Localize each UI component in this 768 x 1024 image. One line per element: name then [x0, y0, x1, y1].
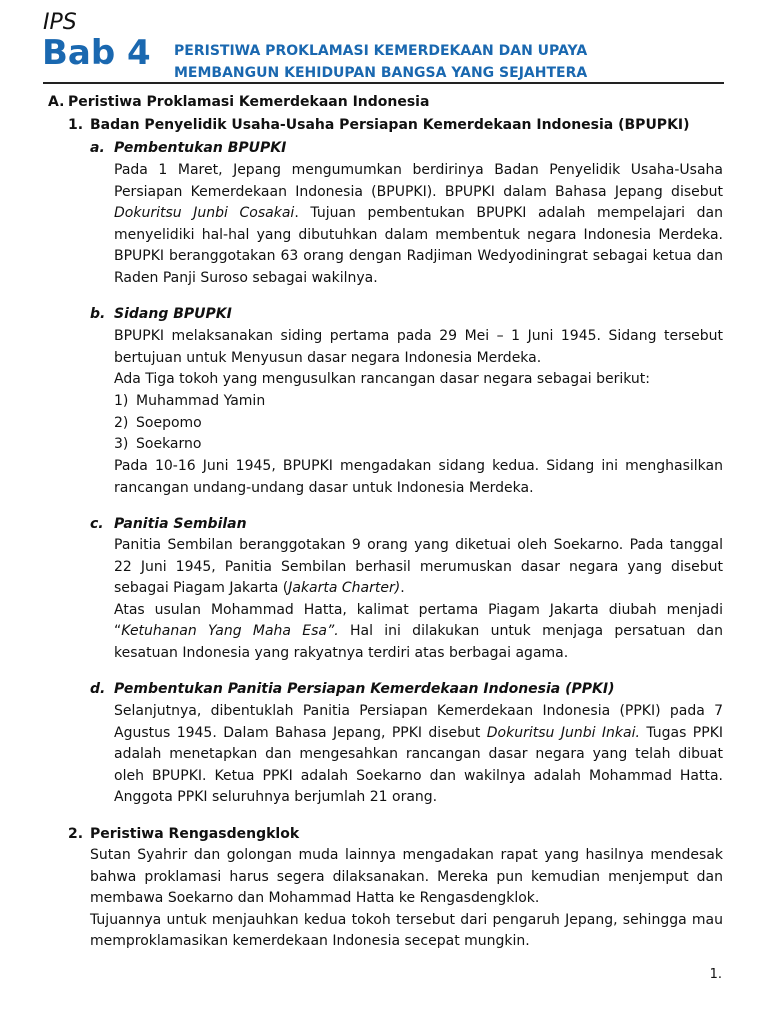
header-divider [43, 82, 724, 84]
item2-p1: Sutan Syahrir dan golongan muda lainnya mengadakan rapat yang hasilnya mendesak bahwa proklamasi harus segera dilaksanakan. Mereka pun kemudian menjemput dan membawa Soekarno dan Mohammad Hatta ke Rengasdengklok. [90, 847, 723, 907]
sub-d-title: Pembentukan Panitia Persiapan Kemerdekaan Indonesia (PPKI) [114, 681, 615, 697]
sub-d-term: Dokuritsu Junbi Inkai. [486, 724, 640, 741]
sub-d-marker: d. [90, 681, 106, 697]
sub-a-term: Dokuritsu Junbi Cosakai [114, 205, 295, 222]
chapter-label: Bab 4 [42, 33, 151, 73]
sub-b-title: Sidang BPUPKI [114, 306, 232, 322]
list-item [114, 434, 514, 456]
item2-title: Peristiwa Rengasdengklok [90, 826, 300, 842]
list-item-name: Soekarno [136, 436, 202, 453]
section-a-title: Peristiwa Proklamasi Kemerdekaan Indonesia [68, 94, 430, 110]
item2-p2: Tujuannya untuk menjauhkan kedua tokoh tersebut dari pengaruh Jepang, sehingga mau memproklamasikan kemerdekaan Indonesia secepat mungkin. [90, 911, 723, 950]
item1-marker: 1. [68, 117, 84, 133]
sub-b-paragraph-2 [114, 456, 723, 499]
item2-marker: 2. [68, 826, 84, 842]
sub-b-p2: Ada Tiga tokoh yang mengusulkan rancangan dasar negara sebagai berikut: [114, 371, 651, 388]
sub-c-paragraph [114, 535, 723, 665]
sub-c-quote: Ketuhanan Yang Maha Esa”. [121, 623, 339, 640]
sub-a-marker: a. [90, 140, 105, 156]
sub-c-marker: c. [90, 516, 104, 532]
sub-d-text-1: Selanjutnya, dibentuklah Panitia Persiapan Kemerdekaan Indonesia (PPKI) pada 7 Agustus 1945. Dalam Bahasa Jepang, PPKI disebut [114, 703, 723, 741]
sub-a-paragraph [114, 160, 723, 290]
sub-c-text-4: Hal ini dilakukan untuk menjaga persatuan dan kesatuan Indonesia yang rakyatnya terdiri atas berbagai agama. [114, 623, 723, 661]
list-item [114, 413, 514, 435]
sub-a-text-1: Pada 1 Maret, Jepang mengumumkan berdirinya Badan Penyelidik Usaha-Usaha Persiapan Kemerdekaan Indonesia (BPUPKI). BPUPKI dalam Bahasa Jepang disebut [114, 162, 723, 200]
sub-a-title: Pembentukan BPUPKI [114, 140, 287, 156]
item2-paragraph [90, 845, 723, 953]
page-number: 1. [709, 967, 722, 982]
sub-c-text-3: Atas usulan Mohammad Hatta, kalimat pertama Piagam Jakarta diubah menjadi “ [114, 601, 723, 640]
subject-label: IPS [43, 10, 77, 35]
chapter-title-line2: MEMBANGUN KEHIDUPAN BANGSA YANG SEJAHTERA [174, 65, 588, 81]
tokoh-list [114, 391, 514, 456]
item1-title: Badan Penyelidik Usaha-Usaha Persiapan Kemerdekaan Indonesia (BPUPKI) [90, 117, 690, 133]
sub-c-term: Jakarta Charter) [288, 580, 401, 597]
sub-a-text-2: . Tujuan pembentukan BPUPKI adalah mempelajari dan menyelidiki hal-hal yang dibutuhkan dalam membentuk negara Indonesia Merdeka. BPUPKI beranggotakan 63 orang dengan Radjiman Wedyodiningrat sebagai ketua dan Raden Panji Suroso sebagai wakilnya. [114, 205, 723, 286]
list-item-name: Muhammad Yamin [136, 393, 266, 409]
sub-b-marker: b. [90, 306, 106, 322]
section-a-marker: A. [48, 94, 65, 110]
sub-b-paragraph-1 [114, 326, 723, 391]
chapter-title [174, 40, 734, 84]
sub-c-title: Panitia Sembilan [114, 516, 247, 532]
sub-c-text-1: Panitia Sembilan beranggotakan 9 orang yang diketuai oleh Soekarno. Pada tanggal 22 Juni 1945, Panitia Sembilan berhasil merumuskan dasar negara yang disebut sebagai Piagam Jakarta ( [114, 537, 723, 597]
sub-d-text-2: Tugas PPKI adalah menetapkan dan mengesahkan rancangan dasar negara yang telah dibuat oleh BPUPKI. Ketua PPKI adalah Soekarno dan wakilnya adalah Mohammad Hatta. Anggota PPKI seluruhnya berjumlah 21 orang. [114, 724, 723, 806]
sub-b-p1: BPUPKI melaksanakan siding pertama pada 29 Mei – 1 Juni 1945. Sidang tersebut bertujuan untuk Menyusun dasar negara Indonesia Merdeka. [114, 328, 723, 366]
chapter-title-line1: PERISTIWA PROKLAMASI KEMERDEKAAN DAN UPAYA [174, 43, 588, 59]
list-item-number: 2) [114, 414, 129, 431]
list-item-name: Soepomo [136, 414, 202, 431]
list-item-number: 1) [114, 393, 129, 409]
sub-d-paragraph [114, 701, 723, 809]
list-item-number: 3) [114, 436, 129, 453]
sub-c-text-2: . [400, 580, 405, 597]
list-item [114, 391, 514, 413]
sub-b-p3: Pada 10-16 Juni 1945, BPUPKI mengadakan sidang kedua. Sidang ini menghasilkan rancangan undang-undang dasar untuk Indonesia Merdeka. [114, 458, 723, 496]
